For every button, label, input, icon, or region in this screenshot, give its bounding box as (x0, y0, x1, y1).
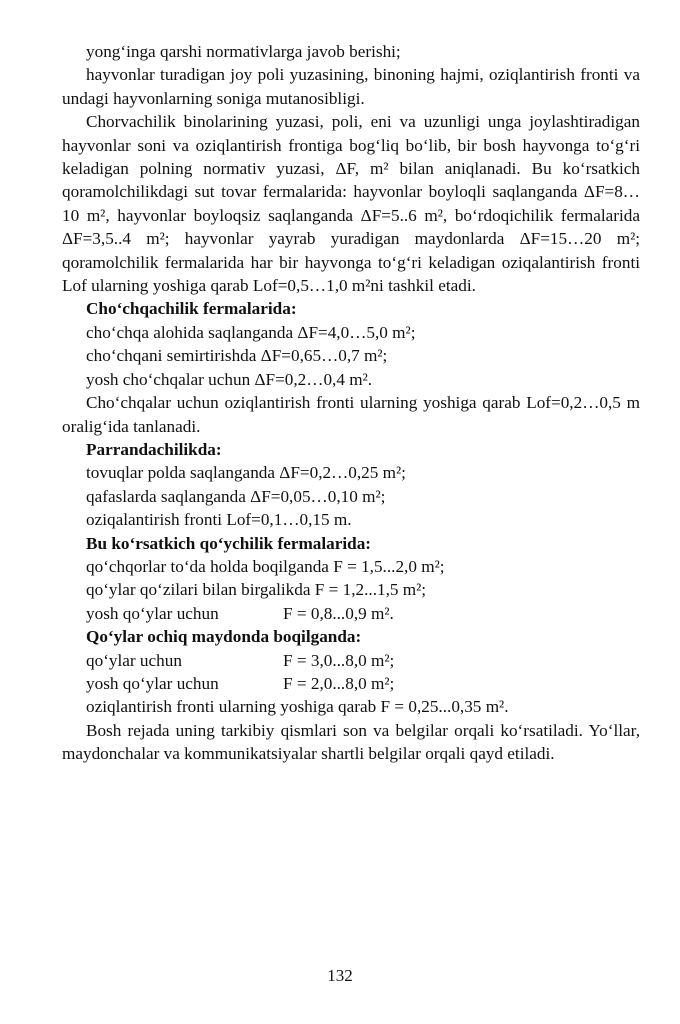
text-value: F = 2,0...8,0 m²; (283, 673, 395, 693)
paragraph: Bosh rejada uning tarkibiy qismlari son va belgilar orqali ko‘rsatiladi. Yo‘llar, maydonchalar va kommunikatsiyalar shartli belgilar orqali qayd etiladi. (62, 720, 640, 764)
text-value: F = 0,8...0,9 m². (283, 603, 394, 623)
text-value: F = 3,0...8,0 m²; (283, 650, 395, 670)
text-line: qafaslarda saqlanganda ΔF=0,05…0,10 m²; (86, 486, 386, 506)
text-line (62, 672, 640, 695)
text-line: tovuqlar polda saqlanganda ΔF=0,2…0,25 m²; (86, 463, 406, 483)
text-line: yosh cho‘chqalar uchun ΔF=0,2…0,4 m². (86, 369, 373, 389)
page-number: 132 (327, 966, 353, 985)
section-heading: Bu ko‘rsatkich qo‘ychilik fermalarida: (86, 533, 372, 553)
section-heading: Qo‘ylar ochiq maydonda boqilganda: (86, 627, 362, 647)
text-line: cho‘chqa alohida saqlanganda ΔF=4,0…5,0 m²; (86, 322, 416, 342)
text-line (62, 649, 640, 672)
text-line: qo‘chqorlar to‘da holda boqilganda F = 1,5...2,0 m²; (86, 556, 445, 576)
text-line: qo‘ylar qo‘zilari bilan birgalikda F = 1,2...1,5 m²; (86, 580, 427, 600)
text-label: yosh qo‘ylar uchun (86, 603, 219, 623)
paragraph: Chorvachilik binolarining yuzasi, poli, eni va uzunligi unga joylashtiradigan hayvonlar soni va oziqlantirish frontiga bog‘liq bo‘lib, bir bosh hayvonga to‘g‘ri keladigan polning normativ yuzasi, ΔF, m² bilan aniqlanadi. Bu ko‘rsatkich qoramolchilikdagi sut tovar fermalarida: hayvonlar boyloqli saqlanganda ΔF=8…10 m², hayvonlar boyloqsiz saqlanganda ΔF=5..6 m², bo‘rdoqichilik fermalarida ΔF=3,5..4 m²; hayvonlar yayrab yuradigan maydonlarda ΔF=15…20 m²; qoramolchilik fermalarida har bir hayvonga to‘g‘ri keladigan oziqalantirish fronti Lof ularning yoshiga qarab Lof=0,5…1,0 m²ni tashkil etadi. (62, 112, 640, 296)
text-line: cho‘chqani semirtirishda ΔF=0,65…0,7 m²; (86, 346, 388, 366)
section-heading: Cho‘chqachilik fermalarida: (86, 299, 297, 319)
section-heading: Parrandachilikda: (86, 439, 222, 459)
text-line: yong‘inga qarshi normativlarga javob berishi; (86, 42, 401, 61)
text-line: oziqlantirish fronti ularning yoshiga qarab F = 0,25...0,35 m². (86, 697, 509, 717)
page-body (62, 40, 640, 766)
text-label: yosh qo‘ylar uchun (86, 673, 219, 693)
text-line (62, 602, 640, 625)
text-label: qo‘ylar uchun (86, 650, 182, 670)
paragraph: Cho‘chqalar uchun oziqlantirish fronti ularning yoshiga qarab Lof=0,2…0,5 m oralig‘ida tanlanadi. (62, 393, 640, 436)
paragraph: hayvonlar turadigan joy poli yuzasining, binoning hajmi, oziqlantirish fronti va undagi hayvonlarning soniga mutanosibligi. (62, 65, 640, 108)
text-line: oziqalantirish fronti Lof=0,1…0,15 m. (86, 510, 352, 530)
